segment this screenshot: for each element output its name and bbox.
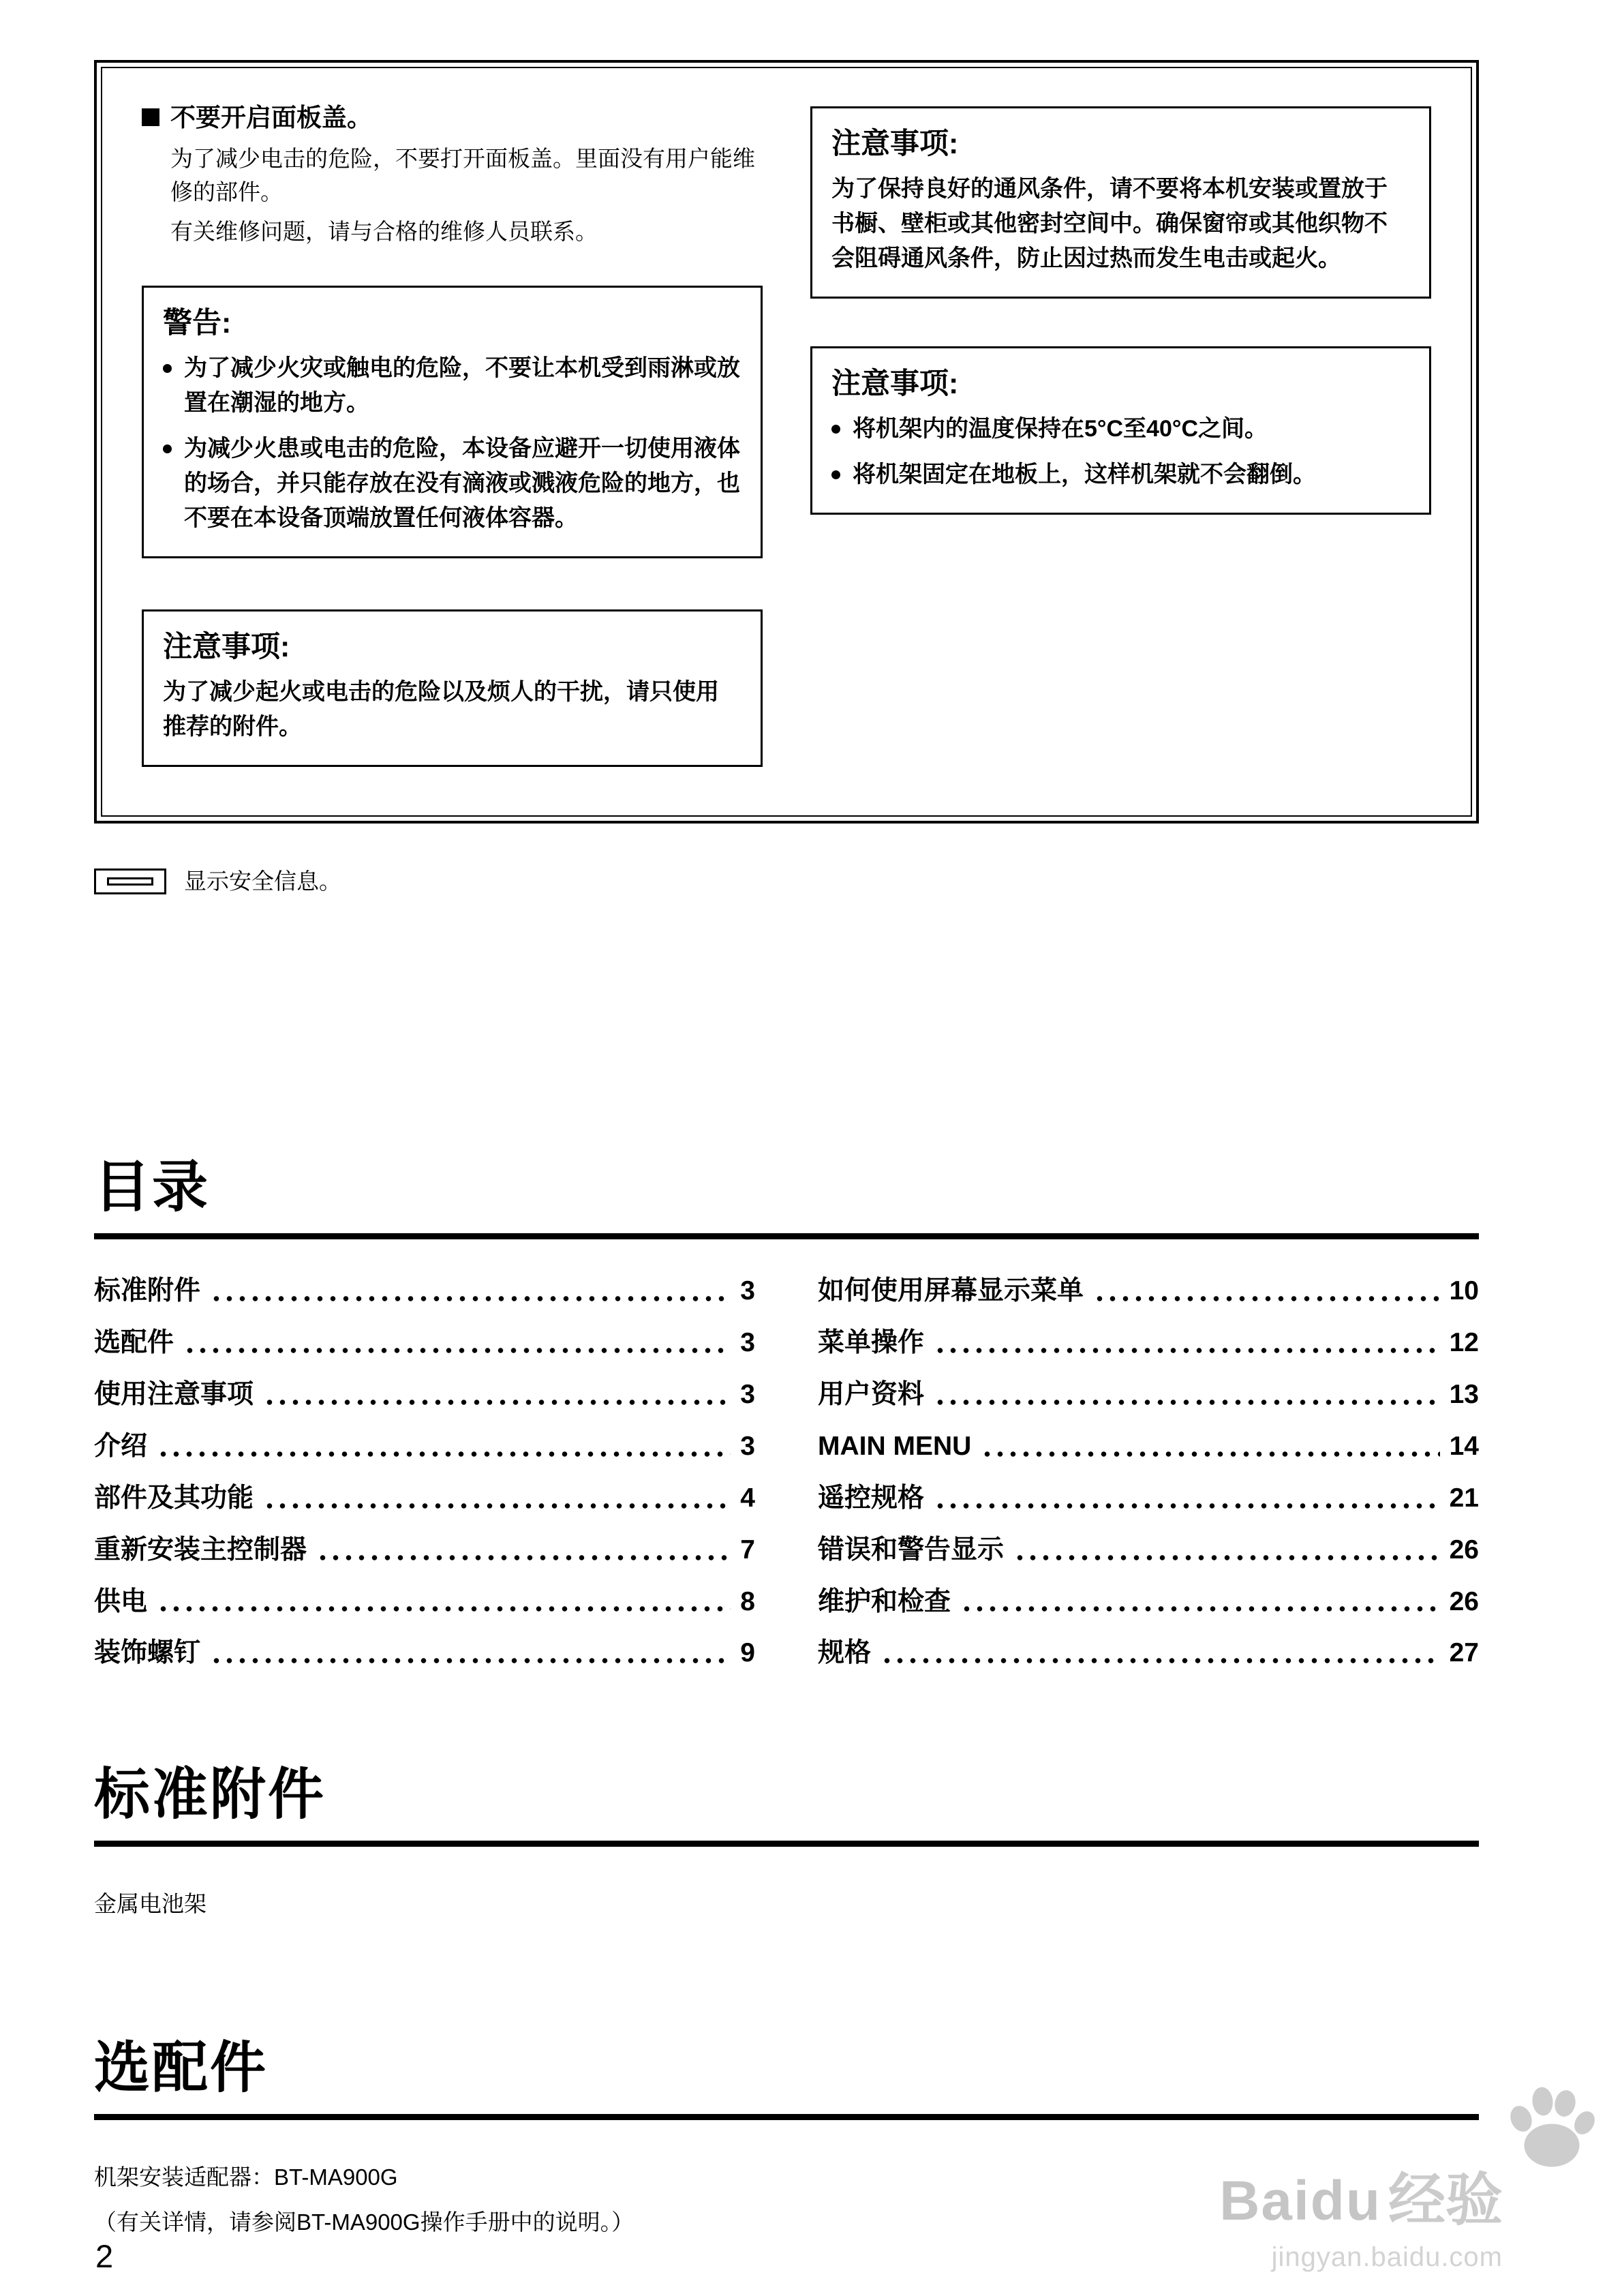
toc-dot-leader — [981, 1451, 1439, 1457]
paw-icon — [1501, 2074, 1603, 2176]
toc-entry-page: 3 — [740, 1328, 755, 1358]
toc-entry — [818, 1277, 1479, 1306]
warning-box — [142, 286, 763, 558]
bullet-dot-icon — [831, 470, 840, 479]
caution-title: 注意事项: — [831, 127, 959, 160]
warning-item — [163, 432, 741, 536]
safety-warnings-inner — [101, 67, 1472, 817]
toc-entry — [94, 1536, 755, 1565]
toc-entry — [818, 1484, 1479, 1513]
standard-accessories-body — [94, 1886, 1479, 1921]
toc-entry-label: 用户资料 — [818, 1379, 925, 1409]
toc-entry — [94, 1432, 755, 1462]
toc-entry-page: 21 — [1449, 1483, 1479, 1513]
toc-dot-leader — [934, 1502, 1440, 1509]
toc-entry-label: 选配件 — [94, 1328, 174, 1358]
toc-entry-label: 部件及其功能 — [94, 1483, 254, 1513]
toc-entry-label: 菜单操作 — [818, 1328, 925, 1358]
safety-note-text: 显示安全信息。 — [184, 868, 341, 894]
panel-cover-heading — [142, 101, 763, 135]
toc-dot-leader — [210, 1657, 731, 1664]
watermark-brand: Baidu — [1219, 2170, 1381, 2232]
toc-entry — [94, 1484, 755, 1513]
toc-entry-page: 7 — [740, 1535, 755, 1565]
caution-box-ventilation — [810, 106, 1431, 299]
toc-dot-leader — [960, 1605, 1440, 1612]
toc-entry — [94, 1329, 755, 1358]
standard-accessories-title: 标准附件 — [94, 1750, 1479, 1847]
toc-dot-leader — [1013, 1554, 1440, 1561]
toc-dot-leader — [316, 1554, 731, 1561]
toc-entry-label: 如何使用屏幕显示菜单 — [818, 1276, 1084, 1306]
panel-cover-body — [170, 142, 763, 249]
caution-body: 为了保持良好的通风条件，请不要将本机安装或置放于书橱、壁柜或其他密封空间中。确保窗帘或其他织物不会阻碍通风条件，防止因过热而发生电击或起火。 — [831, 176, 1388, 271]
caution-item — [831, 457, 1410, 492]
toc-entry — [94, 1588, 755, 1617]
toc-entry — [818, 1432, 1479, 1462]
caution-title: 注意事项: — [831, 367, 959, 400]
toc-dot-leader — [1093, 1295, 1440, 1302]
toc-entry-page: 9 — [740, 1638, 755, 1668]
toc-dot-leader — [263, 1502, 731, 1509]
toc-dot-leader — [263, 1399, 731, 1406]
page-content — [94, 60, 1479, 2239]
bullet-dot-icon — [831, 425, 840, 434]
toc-entry-page: 10 — [1449, 1276, 1479, 1306]
safety-warnings-box — [94, 60, 1479, 824]
toc-entry-page: 4 — [740, 1483, 755, 1513]
toc-entry-label: 标准附件 — [94, 1276, 201, 1306]
toc-entry-label: 错误和警告显示 — [818, 1535, 1005, 1565]
optional-accessories-title: 选配件 — [94, 2023, 1479, 2120]
toc-entry-page: 3 — [740, 1431, 755, 1461]
toc-entry — [94, 1639, 755, 1668]
safety-right-column — [810, 101, 1431, 778]
toc-entry — [818, 1380, 1479, 1410]
toc-entry-page: 8 — [740, 1586, 755, 1616]
toc-dot-leader — [183, 1347, 731, 1354]
panel-cover-paragraph: 有关维修问题，请与合格的维修人员联系。 — [170, 218, 598, 244]
warning-title: 警告: — [163, 307, 232, 340]
toc-dot-leader — [157, 1451, 731, 1457]
page-number: 2 — [95, 2238, 114, 2274]
toc-dot-leader — [210, 1295, 731, 1302]
toc-entry-page: 12 — [1449, 1328, 1479, 1358]
caution-item-text: 将机架固定在地板上，这样机架就不会翻倒。 — [853, 462, 1316, 487]
toc-entry-label: 装饰螺钉 — [94, 1638, 201, 1668]
toc-entry-page: 26 — [1449, 1586, 1479, 1616]
toc-right-column — [818, 1277, 1479, 1668]
toc-entry-page: 27 — [1449, 1638, 1479, 1668]
toc-entry — [818, 1588, 1479, 1617]
optional-accessories-line: （有关详情，请参阅BT-MA900G操作手册中的说明。） — [94, 2209, 634, 2235]
toc-entry — [94, 1380, 755, 1410]
caution-box-rack — [810, 346, 1431, 515]
safety-symbol-icon — [94, 868, 166, 894]
toc-entry-label: MAIN MENU — [818, 1431, 972, 1461]
warning-item-text: 为了减少火灾或触电的危险，不要让本机受到雨淋或放置在潮湿的地方。 — [184, 355, 740, 417]
toc-entry-label: 使用注意事项 — [94, 1379, 254, 1409]
toc-dot-leader — [934, 1347, 1440, 1354]
toc-dot-leader — [157, 1605, 731, 1612]
caution-item — [831, 412, 1410, 447]
safety-info-note — [94, 866, 1479, 897]
bullet-dot-icon — [163, 444, 172, 453]
watermark-brand-suffix: 经验 — [1388, 2168, 1503, 2232]
toc-entry-page: 14 — [1449, 1431, 1479, 1461]
safety-left-column — [142, 101, 763, 778]
toc-entry-page: 3 — [740, 1276, 755, 1306]
toc-entry-page: 3 — [740, 1379, 755, 1409]
square-bullet-icon — [142, 108, 159, 126]
toc-dot-leader — [881, 1657, 1440, 1664]
panel-cover-heading-text: 不要开启面板盖。 — [170, 104, 372, 132]
standard-accessories-item: 金属电池架 — [94, 1891, 206, 1917]
toc-entry-label: 供电 — [94, 1586, 148, 1616]
toc-entry-page: 13 — [1449, 1379, 1479, 1409]
watermark — [1219, 2154, 1503, 2273]
toc-entry-label: 介绍 — [94, 1431, 148, 1461]
caution-item-text: 将机架内的温度保持在5°C至40°C之间。 — [853, 416, 1268, 442]
toc-entry-page: 26 — [1449, 1535, 1479, 1565]
safety-symbol-inner — [107, 877, 153, 886]
toc-entry-label: 重新安装主控制器 — [94, 1535, 307, 1565]
toc-entry — [818, 1329, 1479, 1358]
warning-item-text: 为减少火患或电击的危险，本设备应避开一切使用液体的场合，并只能存放在没有滴液或溅液危险的地方，也不要在本设备顶端放置任何液体容器。 — [184, 436, 740, 532]
toc-dot-leader — [934, 1399, 1440, 1406]
warning-item — [163, 351, 741, 421]
panel-cover-paragraph: 为了减少电击的危险，不要打开面板盖。里面没有用户能维修的部件。 — [170, 145, 755, 205]
toc-title: 目录 — [94, 1143, 1479, 1239]
toc-entry-label: 遥控规格 — [818, 1483, 925, 1513]
toc-entry — [818, 1639, 1479, 1668]
toc-columns — [94, 1277, 1479, 1668]
toc-left-column — [94, 1277, 755, 1668]
caution-box-accessories — [142, 609, 763, 767]
watermark-url: jingyan.baidu.com — [1271, 2242, 1503, 2272]
toc-entry-label: 规格 — [818, 1638, 872, 1668]
toc-entry — [818, 1536, 1479, 1565]
toc-entry-label: 维护和检查 — [818, 1586, 951, 1616]
optional-accessories-line: 机架安装适配器：BT-MA900G — [94, 2164, 398, 2190]
bullet-dot-icon — [163, 364, 172, 373]
caution-body: 为了减少起火或电击的危险以及烦人的干扰，请只使用推荐的附件。 — [163, 679, 719, 740]
toc-entry — [94, 1277, 755, 1306]
caution-title: 注意事项: — [163, 631, 290, 664]
watermark-brand-line — [1219, 2154, 1503, 2237]
